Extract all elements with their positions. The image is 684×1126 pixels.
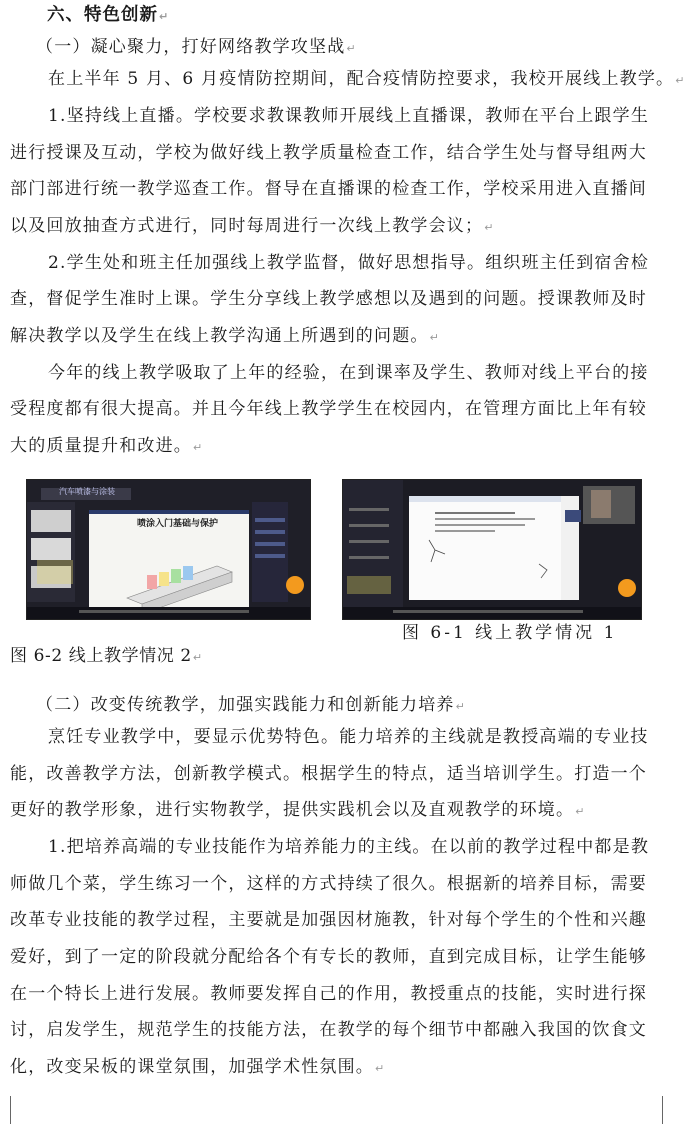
paragraph-2-line: 部门部进行统一教学巡查工作。督导在直播课的检查工作，学校采用进入直播间 [10,179,647,199]
paragraph-6-line: 改革专业技能的教学过程，主要就是加强因材施教，针对每个学生的个性和兴趣 [10,910,647,930]
paragraph-6-line: 在一个特长上进行发展。教师要发挥自己的作用，教授重点的技能，实时进行探 [10,984,647,1004]
paragraph-5-line: 更好的教学形象，进行实物教学，提供实践机会以及直观教学的环境。↵ [10,800,585,820]
paragraph-2-line: 进行授课及互动，学校为做好线上教学质量检查工作，结合学生处与督导组两大 [10,143,647,163]
paragraph-1: 在上半年 5 月、6 月疫情防控期间，配合疫情防控要求，我校开展线上教学。↵ [48,69,684,89]
figure-caption-6-2: 图 6-2 线上教学情况 2↵ [10,646,203,666]
paragraph-3-line: 查，督促学生准时上课。学生分享线上教学感想以及遇到的问题。授课教师及时 [10,289,647,309]
page-corner-mark-left [0,1096,11,1124]
paragraph-4-line: 大的质量提升和改进。↵ [10,436,203,456]
paragraph-6-line: 爱好，到了一定的阶段就分配给各个有专长的教师，直到完成目标，让学生能够 [10,947,647,967]
paragraph-6-line: 化，改变呆板的课堂氛围，加强学术性氛围。↵ [10,1057,385,1077]
online-teaching-screenshot-2 [342,479,642,620]
section-title: 六、特色创新↵ [47,5,169,25]
subsection-title-2: （二）改变传统教学，加强实践能力和创新能力培养↵ [36,695,465,715]
paragraph-3-line: 解决教学以及学生在线上教学沟通上所遇到的问题。↵ [10,326,439,346]
figure-caption-6-1: 图 6-1 线上教学情况 1 [402,623,618,643]
screen-top-label: 汽车喷漆与涂装 [59,487,115,496]
slide-title: 喷涂入门基础与保护 [137,519,219,529]
paragraph-4-line: 今年的线上教学吸取了上年的经验，在到课率及学生、教师对线上平台的接 [48,363,649,383]
paragraph-6-line: 1.把培养高端的专业技能作为培养能力的主线。在以前的教学过程中都是教 [48,837,650,857]
paragraph-5-line: 烹饪专业教学中，要显示优势特色。能力培养的主线就是教授高端的专业技 [48,727,649,747]
paragraph-6-line: 师做几个菜，学生练习一个，这样的方式持续了很久。根据新的培养目标，需要 [10,874,647,894]
paragraph-2-line: 以及回放抽查方式进行，同时每周进行一次线上教学会议；↵ [10,216,494,236]
paragraph-6-line: 讨，启发学生，规范学生的技能方法，在教学的每个细节中都融入我国的饮食文 [10,1020,647,1040]
page-corner-mark-right [662,1096,673,1124]
subsection-title-1: （一）凝心聚力，打好网络教学攻坚战↵ [36,37,356,57]
paragraph-3-line: 2.学生处和班主任加强线上教学监督，做好思想指导。组织班主任到宿舍检 [48,253,650,273]
paragraph-2-line: 1.坚持线上直播。学校要求教课教师开展线上直播课，教师在平台上跟学生 [48,106,650,126]
paragraph-5-line: 能，改善教学方法，创新教学模式。根据学生的特点，适当培训学生。打造一个 [10,764,647,784]
paragraph-4-line: 受程度都有很大提高。并且今年线上教学学生在校园内，在管理方面比上年有较 [10,399,647,419]
online-teaching-screenshot-1 [26,479,311,620]
